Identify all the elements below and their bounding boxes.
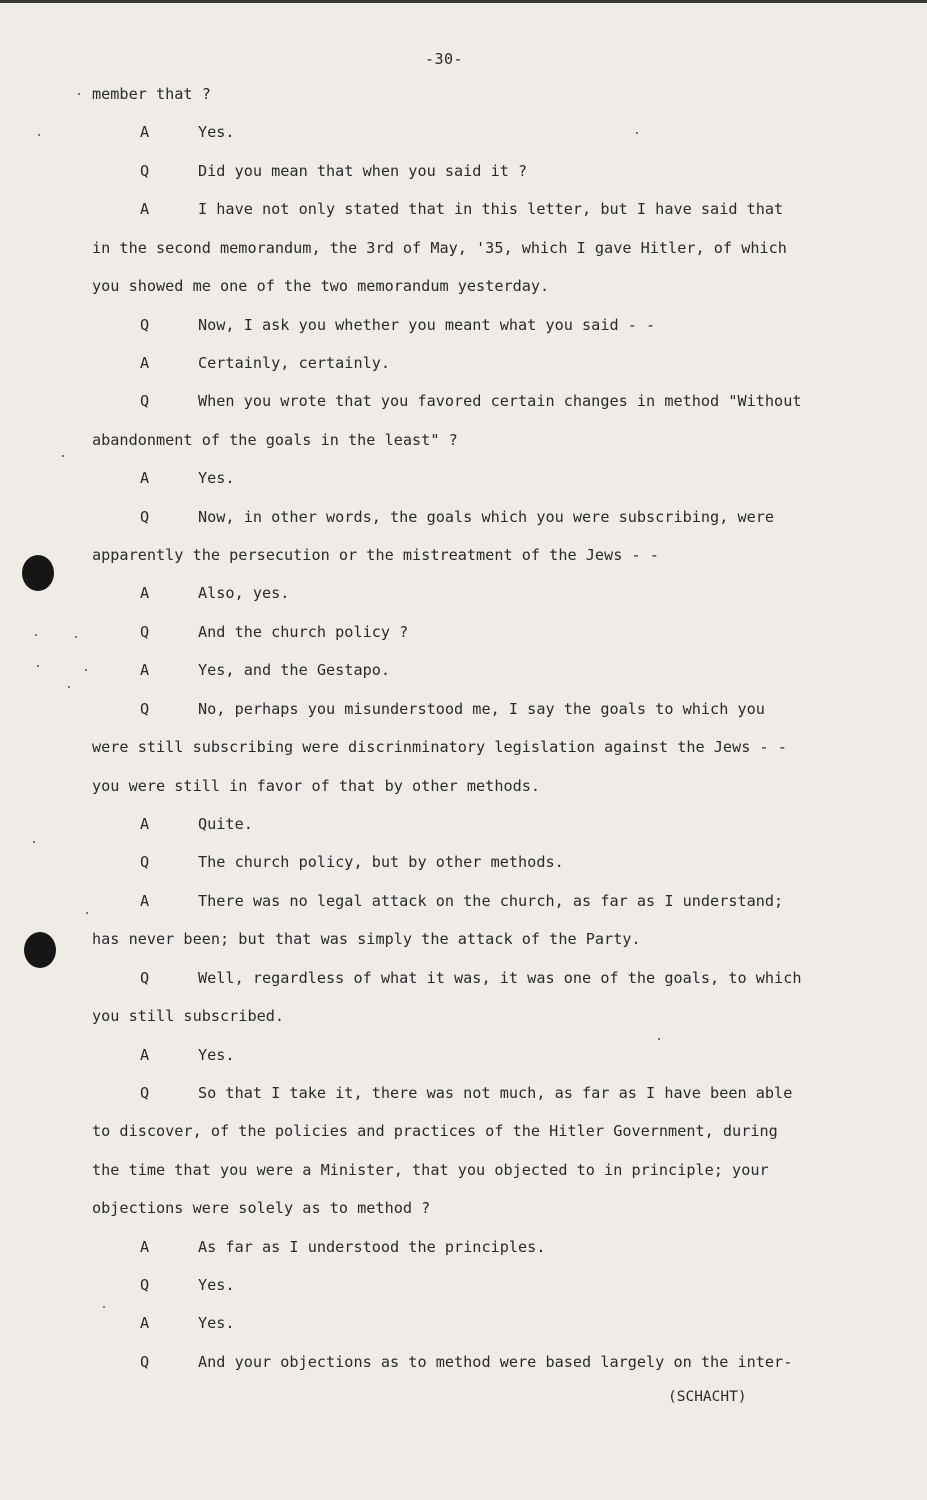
transcript-line	[140, 353, 391, 373]
speaker-text: Yes.	[198, 1314, 235, 1332]
speaker-text: I have not only stated that in this letter, but I have said that	[198, 200, 784, 218]
speaker-label: Q	[140, 623, 150, 641]
punch-hole	[24, 932, 56, 968]
speaker-label: Q	[140, 853, 150, 871]
transcript-line	[140, 699, 765, 719]
speaker-label: Q	[140, 1084, 150, 1102]
transcript-line	[140, 583, 290, 603]
transcript-line	[92, 776, 540, 796]
speaker-text: Did you mean that when you said it ?	[198, 162, 528, 180]
transcript-line	[140, 1352, 793, 1372]
speaker-text: Yes.	[198, 123, 235, 141]
continuation-text: in the second memorandum, the 3rd of May, '35, which I gave Hitler, of which	[92, 239, 787, 257]
speaker-text: So that I take it, there was not much, as far as I have been able	[198, 1084, 793, 1102]
speaker-text: There was no legal attack on the church, as far as I understand;	[198, 892, 784, 910]
transcript-line	[140, 507, 775, 527]
transcript-line	[140, 161, 528, 181]
transcript-line	[140, 852, 564, 872]
scan-speck	[658, 1038, 660, 1040]
transcript-line	[92, 276, 549, 296]
transcript-line	[140, 122, 235, 142]
speaker-text: Quite.	[198, 815, 253, 833]
transcript-line	[92, 1160, 769, 1180]
speaker-text: Yes.	[198, 1046, 235, 1064]
speaker-label: A	[140, 1046, 150, 1064]
page-number: -30-	[424, 50, 464, 68]
continuation-text: to discover, of the policies and practices of the Hitler Government, during	[92, 1122, 778, 1140]
scan-speck	[37, 665, 39, 667]
speaker-label: A	[140, 1238, 150, 1256]
transcript-line	[140, 1045, 235, 1065]
continuation-text: you showed me one of the two memorandum yesterday.	[92, 277, 550, 295]
continuation-text: the time that you were a Minister, that you objected to in principle; your	[92, 1161, 769, 1179]
speaker-label: A	[140, 354, 150, 372]
speaker-label: A	[140, 1314, 150, 1332]
speaker-label: Q	[140, 969, 150, 987]
speaker-label: Q	[140, 392, 150, 410]
speaker-label: A	[140, 469, 150, 487]
transcript-line	[140, 391, 802, 411]
continuation-text: abandonment of the goals in the least" ?	[92, 431, 458, 449]
speaker-label: Q	[140, 700, 150, 718]
speaker-label: A	[140, 200, 150, 218]
continuation-text: you still subscribed.	[92, 1007, 285, 1025]
speaker-label: Q	[140, 162, 150, 180]
speaker-label: Q	[140, 1276, 150, 1294]
speaker-text: Well, regardless of what it was, it was one of the goals, to which	[198, 969, 802, 987]
speaker-text: Certainly, certainly.	[198, 354, 391, 372]
transcript-line	[140, 968, 802, 988]
transcript-line	[140, 814, 253, 834]
speaker-text: When you wrote that you favored certain changes in method "Without	[198, 392, 802, 410]
transcript-line	[92, 84, 211, 104]
scan-speck	[78, 93, 80, 95]
transcript-line	[140, 1313, 235, 1333]
scan-speck	[75, 636, 77, 638]
scan-speck	[62, 455, 64, 457]
continuation-text: objections were solely as to method ?	[92, 1199, 431, 1217]
transcript-line	[92, 929, 641, 949]
punch-hole	[22, 555, 54, 591]
transcript-line	[92, 737, 787, 757]
speaker-label: Q	[140, 508, 150, 526]
speaker-text: As far as I understood the principles.	[198, 1238, 546, 1256]
scan-speck	[68, 686, 70, 688]
speaker-label: A	[140, 815, 150, 833]
transcript-line	[140, 660, 391, 680]
transcript-line	[92, 545, 659, 565]
scan-speck	[103, 1306, 105, 1308]
speaker-text: Yes.	[198, 1276, 235, 1294]
continuation-text: you were still in favor of that by other methods.	[92, 777, 541, 795]
scan-speck	[636, 132, 638, 134]
transcript-line	[92, 1006, 284, 1026]
scan-speck	[35, 634, 37, 636]
page-top-edge	[0, 0, 927, 3]
scan-speck	[38, 134, 40, 136]
transcript-line	[140, 1083, 793, 1103]
speaker-text: Yes.	[198, 469, 235, 487]
speaker-label: Q	[140, 316, 150, 334]
witness-name-footer: (SCHACHT)	[668, 1389, 747, 1405]
transcript-line	[140, 315, 656, 335]
transcript-line	[140, 1237, 546, 1257]
transcript-line	[92, 1198, 430, 1218]
continuation-text: apparently the persecution or the mistreatment of the Jews - -	[92, 546, 659, 564]
transcript-line	[140, 468, 235, 488]
speaker-label: Q	[140, 1353, 150, 1371]
transcript-line	[140, 891, 784, 911]
transcript-line	[140, 199, 784, 219]
continuation-text: were still subscribing were discrinminatory legislation against the Jews - -	[92, 738, 787, 756]
speaker-text: And the church policy ?	[198, 623, 409, 641]
speaker-text: Now, I ask you whether you meant what you said - -	[198, 316, 656, 334]
speaker-label: A	[140, 584, 150, 602]
scan-speck	[85, 669, 87, 671]
speaker-label: A	[140, 123, 150, 141]
speaker-text: And your objections as to method were based largely on the inter-	[198, 1353, 793, 1371]
transcript-line	[140, 1275, 235, 1295]
speaker-text: The church policy, but by other methods.	[198, 853, 564, 871]
speaker-text: Yes, and the Gestapo.	[198, 661, 391, 679]
speaker-text: Now, in other words, the goals which you were subscribing, were	[198, 508, 775, 526]
transcript-line	[92, 1121, 778, 1141]
speaker-label: A	[140, 661, 150, 679]
scan-speck	[86, 912, 88, 914]
speaker-label: A	[140, 892, 150, 910]
transcript-line	[92, 430, 458, 450]
transcript-line	[92, 238, 787, 258]
continuation-text: member that ?	[92, 85, 211, 103]
speaker-text: No, perhaps you misunderstood me, I say the goals to which you	[198, 700, 765, 718]
transcript-line	[140, 622, 409, 642]
continuation-text: has never been; but that was simply the attack of the Party.	[92, 930, 641, 948]
scan-speck	[33, 841, 35, 843]
speaker-text: Also, yes.	[198, 584, 290, 602]
